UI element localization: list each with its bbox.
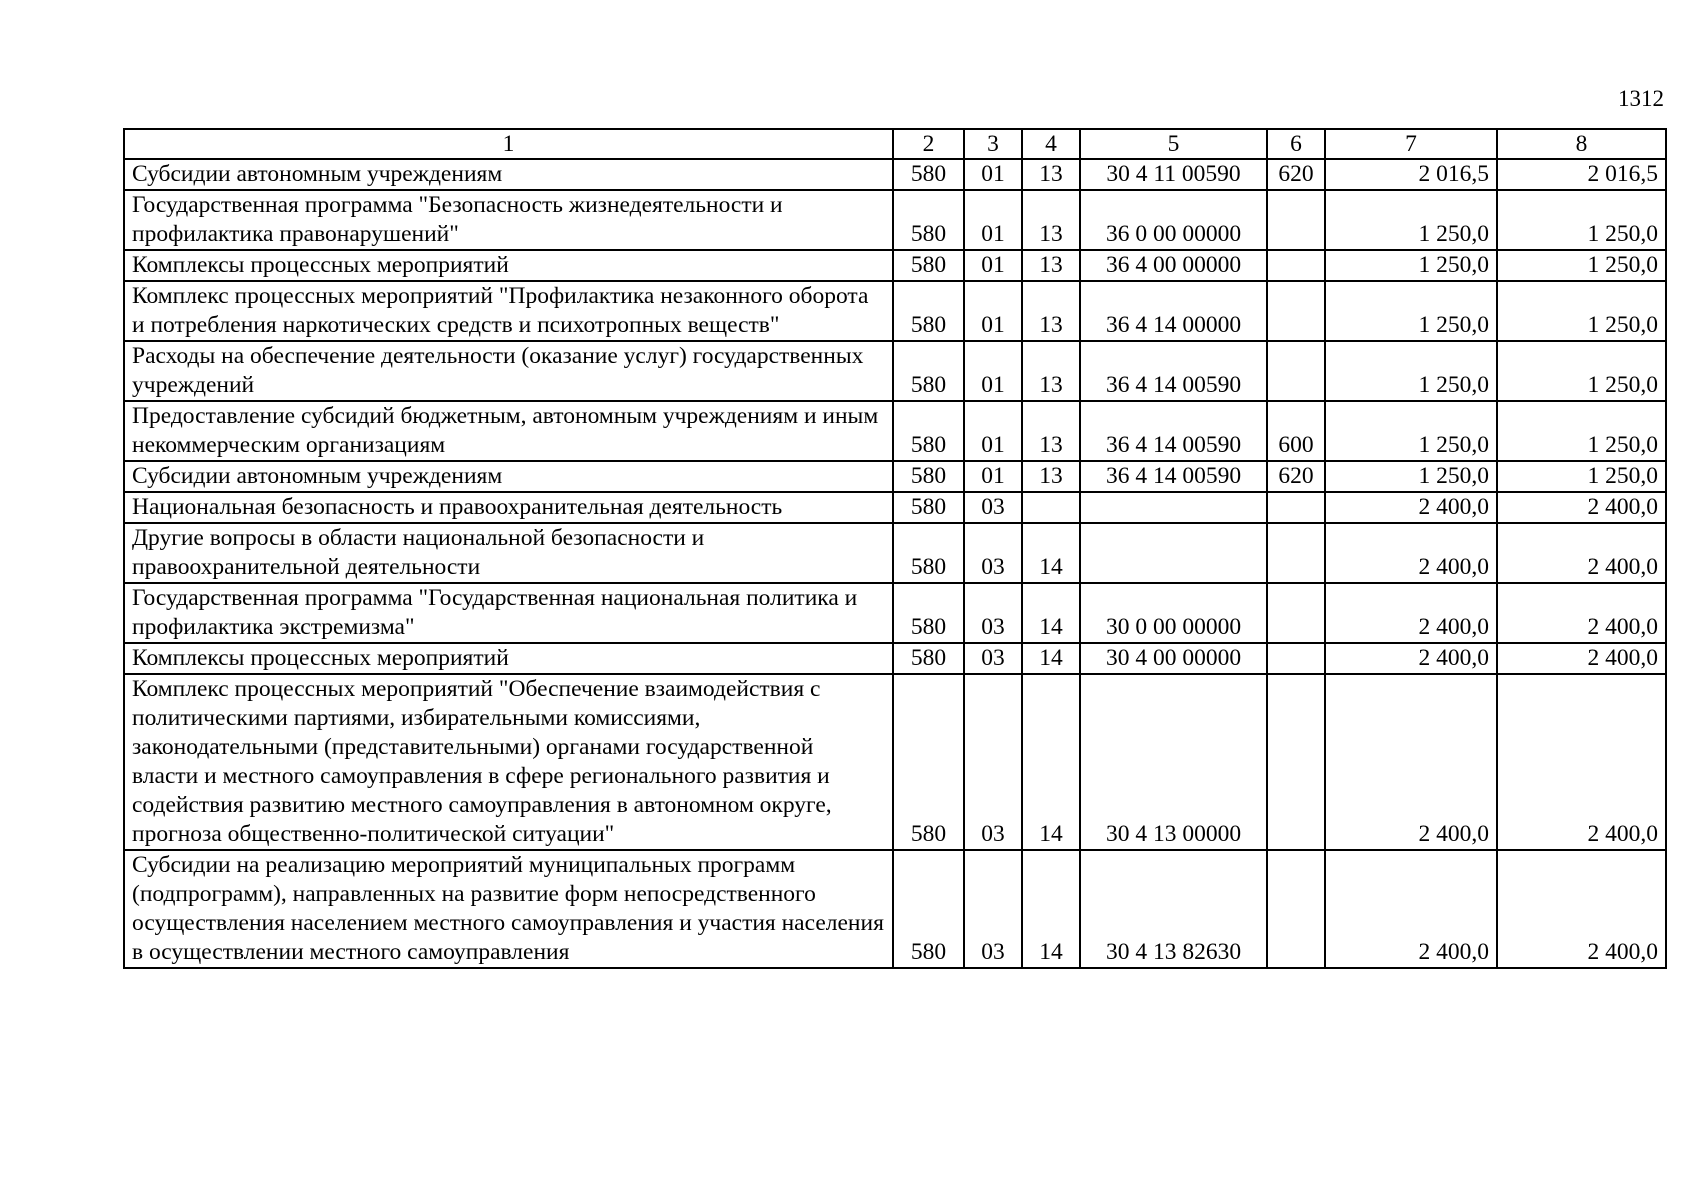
grbs-code-cell: 580: [893, 492, 964, 523]
target-article-cell: 36 4 14 00590: [1080, 341, 1267, 401]
amount-col8-cell: 1 250,0: [1497, 461, 1666, 492]
expense-type-cell: [1267, 674, 1325, 850]
column-header: 2: [893, 129, 964, 159]
subsection-code-cell: 13: [1022, 281, 1080, 341]
row-name-cell: Комплекс процессных мероприятий "Обеспечение взаимодействия с политическими партиями, избирательными комиссиями, законодательными (представительными) органами государственной власти и местного самоуправления в сфере регионального развития и содействия развитию местного самоуправления в автономном округе, прогноза общественно-политической ситуации": [124, 674, 893, 850]
grbs-code-cell: 580: [893, 281, 964, 341]
table-row: [124, 674, 1666, 850]
grbs-code-cell: 580: [893, 190, 964, 250]
budget-table: [123, 128, 1667, 969]
amount-col7-cell: 2 400,0: [1325, 492, 1497, 523]
section-code-cell: 01: [964, 159, 1022, 190]
amount-col8-cell: 1 250,0: [1497, 250, 1666, 281]
expense-type-cell: [1267, 190, 1325, 250]
section-code-cell: 03: [964, 583, 1022, 643]
amount-col8-cell: 2 400,0: [1497, 643, 1666, 674]
expense-type-cell: [1267, 281, 1325, 341]
row-name-cell: Субсидии автономным учреждениям: [124, 159, 893, 190]
grbs-code-cell: 580: [893, 461, 964, 492]
target-article-cell: 30 4 00 00000: [1080, 643, 1267, 674]
subsection-code-cell: 13: [1022, 341, 1080, 401]
section-code-cell: 01: [964, 281, 1022, 341]
subsection-code-cell: 14: [1022, 583, 1080, 643]
row-name-cell: Другие вопросы в области национальной безопасности и правоохранительной деятельности: [124, 523, 893, 583]
target-article-cell: 30 4 13 00000: [1080, 674, 1267, 850]
amount-col8-cell: 1 250,0: [1497, 190, 1666, 250]
amount-col7-cell: 2 400,0: [1325, 850, 1497, 968]
target-article-cell: 36 4 14 00000: [1080, 281, 1267, 341]
expense-type-cell: [1267, 523, 1325, 583]
row-name-cell: Комплекс процессных мероприятий "Профилактика незаконного оборота и потребления наркотических средств и психотропных веществ": [124, 281, 893, 341]
amount-col7-cell: 1 250,0: [1325, 250, 1497, 281]
subsection-code-cell: 14: [1022, 674, 1080, 850]
column-header: 4: [1022, 129, 1080, 159]
subsection-code-cell: 14: [1022, 523, 1080, 583]
amount-col8-cell: 2 016,5: [1497, 159, 1666, 190]
section-code-cell: 03: [964, 850, 1022, 968]
subsection-code-cell: 13: [1022, 250, 1080, 281]
column-header: 6: [1267, 129, 1325, 159]
subsection-code-cell: 14: [1022, 850, 1080, 968]
target-article-cell: 36 0 00 00000: [1080, 190, 1267, 250]
amount-col7-cell: 1 250,0: [1325, 401, 1497, 461]
table-row: [124, 850, 1666, 968]
expense-type-cell: [1267, 643, 1325, 674]
expense-type-cell: [1267, 250, 1325, 281]
expense-type-cell: 620: [1267, 461, 1325, 492]
section-code-cell: 01: [964, 461, 1022, 492]
column-header: 8: [1497, 129, 1666, 159]
section-code-cell: 01: [964, 250, 1022, 281]
column-header: 3: [964, 129, 1022, 159]
amount-col7-cell: 2 400,0: [1325, 643, 1497, 674]
table-row: [124, 281, 1666, 341]
grbs-code-cell: 580: [893, 583, 964, 643]
section-code-cell: 01: [964, 190, 1022, 250]
amount-col8-cell: 1 250,0: [1497, 341, 1666, 401]
table-row: [124, 492, 1666, 523]
table-row: [124, 643, 1666, 674]
page-number: 1312: [1618, 86, 1664, 111]
row-name-cell: Комплексы процессных мероприятий: [124, 643, 893, 674]
subsection-code-cell: 14: [1022, 643, 1080, 674]
amount-col8-cell: 1 250,0: [1497, 281, 1666, 341]
target-article-cell: 30 4 13 82630: [1080, 850, 1267, 968]
table-row: [124, 250, 1666, 281]
expense-type-cell: [1267, 492, 1325, 523]
target-article-cell: 36 4 14 00590: [1080, 401, 1267, 461]
amount-col7-cell: 1 250,0: [1325, 341, 1497, 401]
amount-col7-cell: 1 250,0: [1325, 281, 1497, 341]
row-name-cell: Предоставление субсидий бюджетным, автономным учреждениям и иным некоммерческим организациям: [124, 401, 893, 461]
section-code-cell: 01: [964, 341, 1022, 401]
grbs-code-cell: 580: [893, 341, 964, 401]
subsection-code-cell: 13: [1022, 190, 1080, 250]
amount-col8-cell: 2 400,0: [1497, 850, 1666, 968]
amount-col8-cell: 2 400,0: [1497, 523, 1666, 583]
grbs-code-cell: 580: [893, 674, 964, 850]
table-row: [124, 583, 1666, 643]
section-code-cell: 03: [964, 643, 1022, 674]
subsection-code-cell: 13: [1022, 461, 1080, 492]
section-code-cell: 01: [964, 401, 1022, 461]
row-name-cell: Национальная безопасность и правоохранительная деятельность: [124, 492, 893, 523]
table-row: [124, 523, 1666, 583]
amount-col8-cell: 2 400,0: [1497, 674, 1666, 850]
expense-type-cell: [1267, 583, 1325, 643]
amount-col8-cell: 2 400,0: [1497, 583, 1666, 643]
amount-col8-cell: 1 250,0: [1497, 401, 1666, 461]
grbs-code-cell: 580: [893, 159, 964, 190]
target-article-cell: 30 0 00 00000: [1080, 583, 1267, 643]
grbs-code-cell: 580: [893, 401, 964, 461]
section-code-cell: 03: [964, 674, 1022, 850]
column-header: 1: [124, 129, 893, 159]
subsection-code-cell: 13: [1022, 401, 1080, 461]
expense-type-cell: [1267, 341, 1325, 401]
row-name-cell: Государственная программа "Безопасность жизнедеятельности и профилактика правонарушений": [124, 190, 893, 250]
row-name-cell: Субсидии автономным учреждениям: [124, 461, 893, 492]
section-code-cell: 03: [964, 492, 1022, 523]
expense-type-cell: 620: [1267, 159, 1325, 190]
target-article-cell: 36 4 00 00000: [1080, 250, 1267, 281]
grbs-code-cell: 580: [893, 250, 964, 281]
amount-col8-cell: 2 400,0: [1497, 492, 1666, 523]
expense-type-cell: [1267, 850, 1325, 968]
grbs-code-cell: 580: [893, 643, 964, 674]
target-article-cell: [1080, 492, 1267, 523]
grbs-code-cell: 580: [893, 523, 964, 583]
column-header: 7: [1325, 129, 1497, 159]
subsection-code-cell: [1022, 492, 1080, 523]
subsection-code-cell: 13: [1022, 159, 1080, 190]
row-name-cell: Субсидии на реализацию мероприятий муниципальных программ (подпрограмм), направленных на развитие форм непосредственного осуществления населением местного самоуправления и участия населения в осуществлении местного самоуправления: [124, 850, 893, 968]
section-code-cell: 03: [964, 523, 1022, 583]
target-article-cell: 36 4 14 00590: [1080, 461, 1267, 492]
amount-col7-cell: 1 250,0: [1325, 190, 1497, 250]
expense-type-cell: 600: [1267, 401, 1325, 461]
column-header: 5: [1080, 129, 1267, 159]
table-row: [124, 461, 1666, 492]
table-header-row: [124, 129, 1666, 159]
amount-col7-cell: 1 250,0: [1325, 461, 1497, 492]
amount-col7-cell: 2 400,0: [1325, 583, 1497, 643]
table-row: [124, 341, 1666, 401]
table-row: [124, 401, 1666, 461]
table-row: [124, 190, 1666, 250]
amount-col7-cell: 2 016,5: [1325, 159, 1497, 190]
target-article-cell: 30 4 11 00590: [1080, 159, 1267, 190]
row-name-cell: Расходы на обеспечение деятельности (оказание услуг) государственных учреждений: [124, 341, 893, 401]
table-row: [124, 159, 1666, 190]
target-article-cell: [1080, 523, 1267, 583]
row-name-cell: Комплексы процессных мероприятий: [124, 250, 893, 281]
amount-col7-cell: 2 400,0: [1325, 523, 1497, 583]
amount-col7-cell: 2 400,0: [1325, 674, 1497, 850]
row-name-cell: Государственная программа "Государственная национальная политика и профилактика экстремизма": [124, 583, 893, 643]
grbs-code-cell: 580: [893, 850, 964, 968]
